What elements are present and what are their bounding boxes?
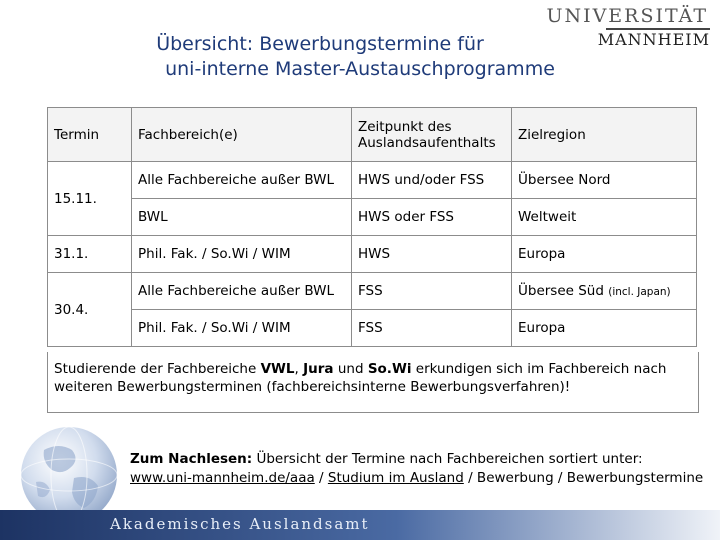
- table-row: [48, 162, 697, 199]
- info-note: [47, 352, 699, 413]
- cell-termin: 31.1.: [48, 236, 132, 273]
- title-line-1: Übersicht: Bewerbungstermine für: [156, 33, 484, 55]
- zielregion-note: (incl. Japan): [608, 286, 671, 298]
- cell-zielregion: Weltweit: [512, 199, 697, 236]
- table-row: [48, 199, 697, 236]
- header-termin: Termin: [48, 108, 132, 162]
- cell-fachbereich: Phil. Fak. / So.Wi / WIM: [132, 310, 352, 347]
- link-aaa[interactable]: www.uni-mannheim.de/aaa: [130, 470, 315, 486]
- cell-zielregion: Europa: [512, 310, 697, 347]
- link-studium-im-ausland[interactable]: Studium im Ausland: [327, 470, 464, 486]
- breadcrumb-rest: / Bewerbung / Bewerbungstermine: [463, 470, 704, 486]
- table-row: [48, 310, 697, 347]
- zielregion-text: Übersee Süd: [518, 283, 604, 299]
- cell-zielregion: Europa: [512, 236, 697, 273]
- note-sowi: So.Wi: [367, 361, 412, 377]
- deadline-table: [47, 107, 697, 347]
- table-row: [48, 236, 697, 273]
- read-more-text: Übersicht der Termine nach Fachbereichen sortiert unter:: [252, 451, 643, 467]
- note-vwl: VWL: [260, 361, 295, 377]
- page-title: [0, 32, 720, 82]
- header-fachbereich: Fachbereich(e): [132, 108, 352, 162]
- header-zeitpunkt: Zeitpunkt des Auslandsaufenthalts: [352, 108, 512, 162]
- cell-zielregion: [512, 273, 697, 310]
- cell-termin: 15.11.: [48, 162, 132, 236]
- note-text: ,: [294, 361, 304, 377]
- cell-fachbereich: Alle Fachbereiche außer BWL: [132, 162, 352, 199]
- table-header-row: [48, 108, 697, 162]
- logo-line-1: UNIVERSITÄT: [546, 5, 708, 27]
- cell-zeitpunkt: HWS und/oder FSS: [352, 162, 512, 199]
- cell-fachbereich: Phil. Fak. / So.Wi / WIM: [132, 236, 352, 273]
- cell-zeitpunkt: FSS: [352, 273, 512, 310]
- note-text: erkundigen sich im Fachbereich nach weiteren Bewerbungsterminen (fachbereichsinterne Bewerbungsverfahren)!: [54, 361, 667, 395]
- cell-zeitpunkt: HWS: [352, 236, 512, 273]
- cell-zeitpunkt: HWS oder FSS: [352, 199, 512, 236]
- note-text: Studierende der Fachbereiche: [54, 361, 261, 377]
- cell-zeitpunkt: FSS: [352, 310, 512, 347]
- logo-line-2: MANNHEIM: [597, 30, 710, 49]
- cell-zielregion: Übersee Nord: [512, 162, 697, 199]
- read-more: [130, 450, 703, 488]
- note-jura: Jura: [303, 361, 334, 377]
- header-zielregion: Zielregion: [512, 108, 697, 162]
- title-line-2: uni-interne Master-Austauschprogramme: [165, 58, 555, 80]
- note-text: und: [333, 361, 368, 377]
- table-row: [48, 273, 697, 310]
- footer-title: Akademisches Auslandsamt: [110, 515, 370, 533]
- link-separator: /: [314, 470, 328, 486]
- cell-fachbereich: BWL: [132, 199, 352, 236]
- read-more-label: Zum Nachlesen:: [130, 451, 253, 467]
- footer-banner: [0, 510, 720, 540]
- cell-termin: 30.4.: [48, 273, 132, 347]
- cell-fachbereich: Alle Fachbereiche außer BWL: [132, 273, 352, 310]
